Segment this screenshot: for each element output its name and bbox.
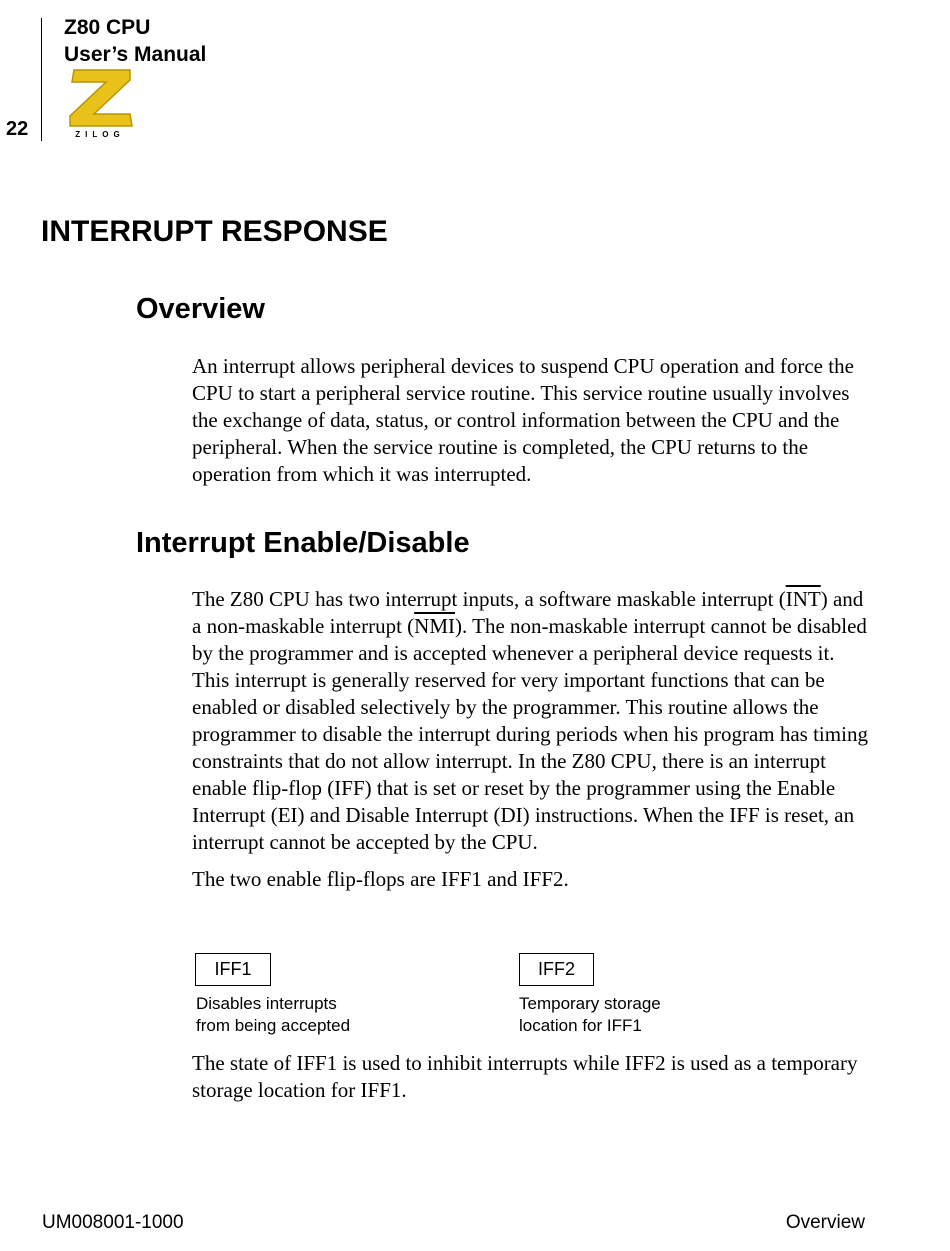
page-number: 22 [6,118,29,140]
enable-disable-paragraph-3: The state of IFF1 is used to inhibit interrupts while IFF2 is used as a temporary storage location for IFF1. [192,1051,858,1102]
overview-body [192,353,872,488]
overview-heading: Overview [136,293,265,325]
iff1-caption: Disables interrupts from being accepted [196,994,351,1035]
int-signal: $\overline{INT}$ [785,587,821,611]
iff-state-body [192,1050,872,1104]
zilog-z-mark-icon [64,66,136,128]
nmi-signal: $\overline{NMI}$ [414,614,456,638]
overview-paragraph: An interrupt allows peripheral devices to suspend CPU operation and force the CPU to start a peripheral service routine. This service routine usually involves the exchange of data, status, or control information between the CPU and the peripheral. When the service routine is completed, the CPU returns to the operation from which it was interrupted. [192,354,854,486]
iff2-caption: Temporary storage location for IFF1 [519,994,661,1035]
enable-disable-paragraph-1: The Z80 CPU has two interrupt inputs, a software maskable interrupt $(\overline{INT})$ and a non-maskable interrupt $(\overline{NMI})$. The non-maskable interrupt cannot be disabled by the programmer and is accepted whenever a peripheral device requests it. This interrupt is generally reserved for very important functions that can be enabled or disabled selectively by the programmer. This routine allows the programmer to disable the interrupt during periods when his program has timing constraints that do not allow interrupt. In the Z80 CPU, there is an interrupt enable flip-flop (IFF) that is set or reset by the programmer using the Enable Interrupt (EI) and Disable Interrupt (DI) instructions. When the IFF is reset, an interrupt cannot be accepted by the CPU. [192,587,868,854]
zilog-logo [64,66,136,144]
footer-section-name: Overview [785,1212,865,1233]
footer-doc-number: UM008001-1000 [42,1212,184,1233]
enable-disable-heading: Interrupt Enable/Disable [136,527,470,559]
section-heading: INTERRUPT RESPONSE [41,215,388,248]
header-divider [41,18,42,141]
document-title-line2: User’s Manual [64,43,207,66]
document-title-line1: Z80 CPU [64,16,151,39]
zilog-logo-text: ZILOG [75,130,125,139]
document-title [64,14,206,68]
iff1-box: IFF1 [195,953,271,986]
iff2-box: IFF2 [519,953,594,986]
enable-disable-body [192,586,872,893]
enable-disable-paragraph-2: The two enable flip-flops are IFF1 and IFF2. [192,867,569,891]
